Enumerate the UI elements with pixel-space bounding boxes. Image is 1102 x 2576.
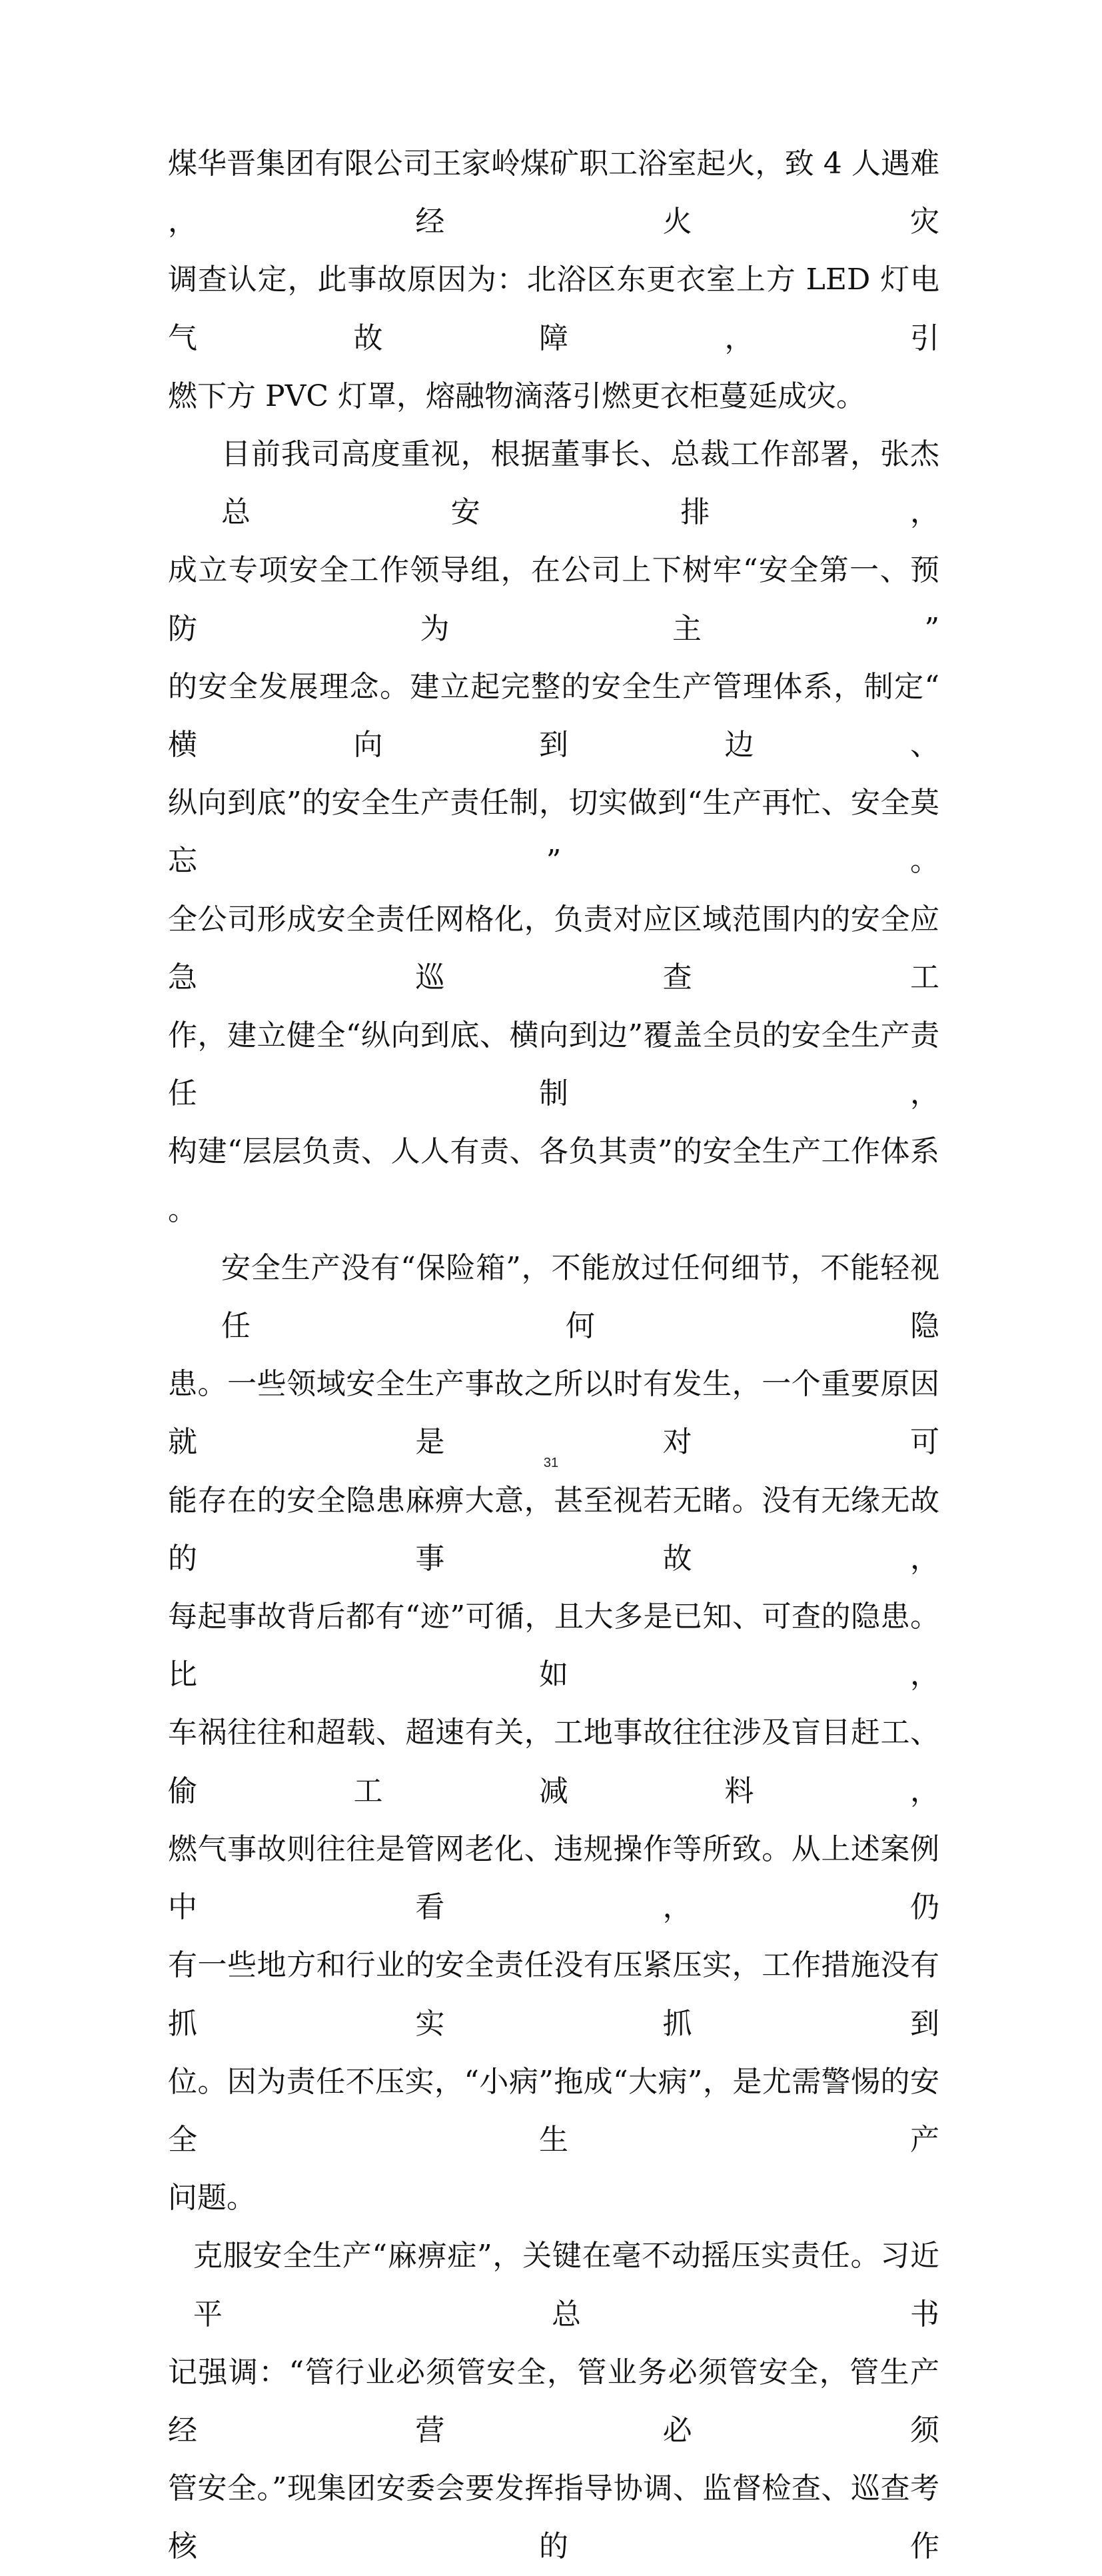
document-body — [168, 135, 939, 2576]
page-number: 31 — [543, 1456, 559, 1470]
text-line: 燃气事故则往往是管网老化、违规操作等所致。从上述案例中看，仍 — [168, 1832, 939, 1925]
text-line: 成立专项安全工作领导组，在公司上下树牢“安全第一、预防为主” — [168, 553, 939, 646]
text-line: 患。一些领域安全生产事故之所以时有发生，一个重要原因就是对可 — [168, 1367, 939, 1460]
text-line: 每起事故背后都有“迹”可循，且大多是已知、可查的隐患。比如， — [168, 1600, 939, 1692]
text-line: 的安全发展理念。建立起完整的安全生产管理体系，制定“横向到边、 — [168, 669, 939, 762]
text-line: 能存在的安全隐患麻痹大意，甚至视若无睹。没有无缘无故的事故， — [168, 1483, 939, 1576]
text-line: 安全生产没有“保险箱”，不能放过任何细节，不能轻视任何隐 — [221, 1250, 939, 1344]
text-line: 调查认定，此事故原因为：北浴区东更衣室上方 LED 灯电气故障，引 — [168, 263, 939, 355]
paragraph — [168, 135, 939, 425]
text-line: 管安全。”现集团安委会要发挥指导协调、监督检查、巡查考核的作 — [168, 2471, 939, 2564]
text-line: 目前我司高度重视，根据董事长、总裁工作部署，张杰总安排， — [221, 437, 939, 530]
text-line: 作，建立健全“纵向到底、横向到边”覆盖全员的安全生产责任制， — [168, 1018, 939, 1111]
text-line: 车祸往往和超载、超速有关，工地事故往往涉及盲目赶工、偷工减料， — [168, 1716, 939, 1808]
text-line: 位。因为责任不压实，“小病”拖成“大病”，是尤需警惕的安全生产 — [168, 2064, 939, 2157]
text-line: 煤华晋集团有限公司王家岭煤矿职工浴室起火，致 4 人遇难，经火灾 — [168, 147, 939, 239]
text-line: 构建“层层负责、人人有责、各负其责”的安全生产工作体系。 — [168, 1134, 939, 1227]
text-line: 记强调：“管行业必须管安全，管业务必须管安全，管生产经营必须 — [168, 2355, 939, 2447]
text-line: 有一些地方和行业的安全责任没有压紧压实，工作措施没有抓实抓到 — [168, 1948, 939, 2041]
text-line: 纵向到底”的安全生产责任制，切实做到“生产再忙、安全莫忘”。 — [168, 786, 939, 878]
text-line: 克服安全生产“麻痹症”，关键在毫不动摇压实责任。习近平总书 — [193, 2239, 939, 2331]
paragraph — [168, 1239, 939, 2227]
paragraph — [168, 425, 939, 1239]
text-line: 燃下方 PVC 灯罩，熔融物滴落引燃更衣柜蔓延成灾。 — [168, 379, 866, 413]
text-line: 问题。 — [168, 2181, 256, 2215]
text-line: 全公司形成安全责任网格化，负责对应区域范围内的安全应急巡查工 — [168, 902, 939, 994]
paragraph — [168, 2227, 939, 2575]
